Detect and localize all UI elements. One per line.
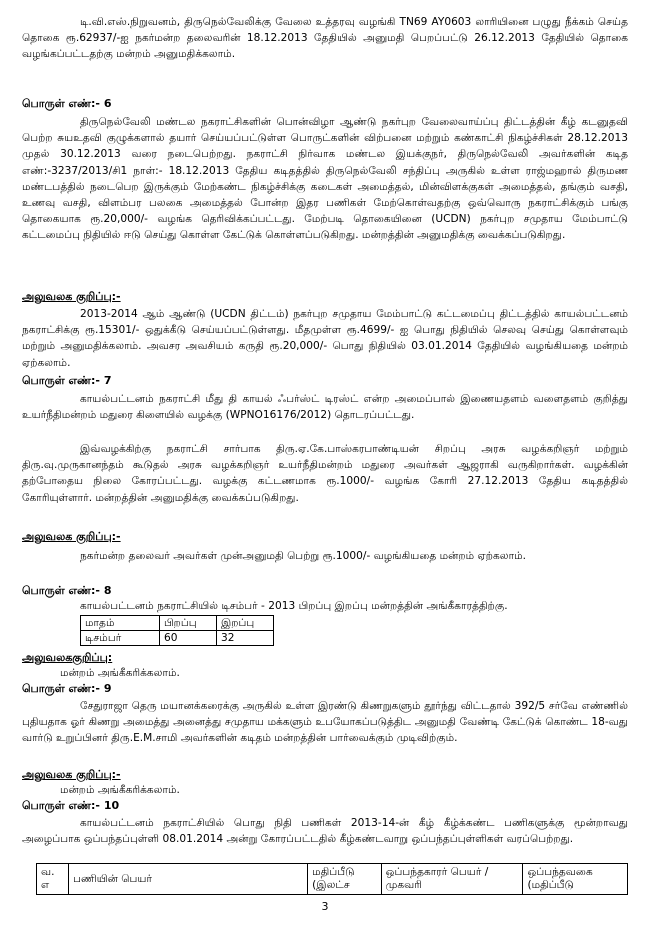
birth-death-table [80, 615, 274, 646]
subject-7-paragraph-1: காயல்பட்டனம் நகராட்சி மீது தி காயல் ஃபர்ஸ்ட் டிரஸ்ட் என்ற அமைப்பால் இணையதளம் வளைதளம் குறித்து உயர்நீதிமன்றம் மதுரை கிளையில் வழக்கு (WPNO16176/2012) தொடரப்பட்டது. [22, 393, 628, 422]
subject-heading-number: 6 [103, 97, 112, 110]
subject-10-heading [22, 799, 119, 814]
subject-8-heading [22, 584, 112, 599]
table-header-row [37, 864, 628, 895]
subject-heading-label: பொருள் எண்:- [22, 374, 100, 387]
subject-heading-number: 7 [103, 374, 112, 387]
table-header-cell: பிறப்பு [160, 616, 217, 631]
tender-table [36, 863, 628, 895]
subject-9-office-note: மன்றம் அங்கீகரிக்கலாம். [60, 784, 180, 796]
subject-heading-number: 8 [103, 584, 112, 597]
subject-heading-label: பொருள் எண்:- [22, 584, 100, 597]
table-cell: 60 [160, 631, 217, 646]
subject-7-office-note-label: அலுவலக குறிப்பு:- [22, 530, 121, 543]
subject-heading-number: 9 [103, 682, 112, 695]
subject-8-paragraph: காயல்பட்டனம் நகராட்சியில் டிசம்பர் - 2013 பிறப்பு இறப்பு மன்றத்தின் அங்கீகாரத்திற்கு. [80, 600, 508, 612]
subject-9-heading [22, 682, 112, 697]
subject-7-office-note: நகர்மன்ற தலைவர் அவர்கள் முன்அனுமதி பெற்று ரூ.1000/- வழங்கியதை மன்றம் ஏற்கலாம். [80, 550, 526, 562]
subject-9-paragraph: சேதுராஜா தெரு மயானக்கரைக்கு அருகில் உள்ள இரண்டு கிணறுகளும் தூர்ந்து விட்டதால் 392/5 சர்வே எண்ணில் புதியதாக ஓர் கிணறு அமைத்து அனைத்து சமுதாய மக்களும் உபயோகப்படுத்திட அனுமதி வேண்டி கேட்டுக் கொண்ட 18-வது வார்டு உறுப்பினர் திரு.E.M.சாமி அவர்களின் கடிதம் மன்றத்தின் பார்வைக்கும் முடிவிற்கும். [22, 700, 628, 745]
table-cell: 32 [217, 631, 274, 646]
table-header-cell: பணியின் பெயர் [69, 864, 308, 895]
table-header-cell: ஒப்பந்தவகை (மதிப்பீடு [523, 864, 628, 895]
table-header-cell: வ. எ [37, 864, 69, 895]
subject-9-office-note-label: அலுவலக குறிப்பு:- [22, 768, 121, 781]
subject-6-office-note: 2013-2014 ஆம் ஆண்டு (UCDN திட்டம்) நகர்புற சமுதாய மேம்பாட்டு கட்டமைப்பு திட்டத்தில் காயல்பட்டனம் நகராட்சிக்கு ரூ.15301/- ஒதுக்கீடு செய்யப்பட்டுள்ளது. மீதமுள்ள ரூ.4699/- ஐ பொது நிதியில் செலவு செய்து கொள்ளவும் மற்றும் அனுமதிக்கலாம். அவசர அவசியம் கருதி ரூ.20,000/- பொது நிதியில் 03.01.2014 தேதியில் வழங்கியதை மன்றம் ஏற்கலாம். [22, 308, 628, 369]
subject-6-heading [22, 97, 112, 112]
subject-heading-number: 10 [103, 799, 120, 812]
subject-heading-label: பொருள் எண்:- [22, 97, 100, 110]
subject-8-office-note-label: அலுவலககுறிப்பு: [22, 651, 113, 664]
table-header-cell: மதிப்பீடு (இலட்ச [308, 864, 381, 895]
table-header-cell: மாதம் [81, 616, 160, 631]
table-cell: டிசம்பர் [81, 631, 160, 646]
subject-10-paragraph: காயல்பட்டனம் நகராட்சியில் பொது நிதி பணிகள் 2013-14-ன் கீழ் கீழ்க்கண்ட பணிகளுக்கு மூன்றாவது அழைப்பாக ஒப்பந்தப்புள்ளி 08.01.2014 அன்று கோரப்பட்டதில் கீழ்கண்டவாறு ஒப்பந்தப்புள்ளிகள் வரப்பெற்றது. [22, 817, 628, 846]
subject-heading-label: பொருள் எண்:- [22, 682, 100, 695]
table-header-cell: ஒப்பந்தகாரர் பெயர் / முகவரி [381, 864, 523, 895]
subject-7-paragraph-2: இவ்வழக்கிற்கு நகராட்சி சார்பாக திரு.ஏ.கே.பாஸ்கரபாண்டியன் சிறப்பு அரசு வழக்கறிஞர் மற்றும் திரு.வு.முருகானந்தம் கூடுதல் அரசு வழக்கறிஞர் உயர்நீதிமன்றம் மதுரை அவர்கள் ஆஜராகி வருகிறார்கள். வழக்கின் தற்போதைய நிலை கோரப்பட்டது. வழக்கு கட்டணமாக ரூ.1000/- வழங்க கோரி 27.12.2013 தேதிய கடிதத்தில் கோரியுள்ளார். மன்றத்தின் அனுமதிக்கு வைக்கப்படுகிறது. [22, 443, 628, 504]
subject-8-office-note: மன்றம் அங்கீகரிக்கலாம். [60, 667, 180, 679]
table-row [81, 631, 274, 646]
table-header-row [81, 616, 274, 631]
subject-6-office-note-label: அலுவலக குறிப்பு:- [22, 290, 121, 303]
top-paragraph: டி.வி.எஸ்.நிறுவனம், திருநெல்வேலிக்கு வேலை உத்தரவு வழங்கி TN69 AY0603 லாரியினை பழுது நீக்கம் செய்த தொகை ரூ.62937/-ஐ நகர்மன்ற தலைவரின் 18.12.2013 தேதியில் அனுமதி பெறப்பட்டு 26.12.2013 தேதியில் தொகை வழங்கப்பட்டதற்கு மன்றம் அனுமதிக்கலாம். [22, 16, 628, 61]
subject-heading-label: பொருள் எண்:- [22, 799, 100, 812]
subject-6-paragraph: திருநெல்வேலி மண்டல நகராட்சிகளின் பொன்விழா ஆண்டு நகர்புற வேலைவாய்ப்பு திட்டத்தின் கீழ் கடனுதவி பெற்ற சுயஉதவி குழுக்களால் தயார் செய்யப்பட்டுள்ள பொருட்களின் விற்பனை மற்றும் கண்காட்சி நிகழ்ச்சிகள் 28.12.2013 முதல் 30.12.2013 வரை நடைபெற்றது. நகராட்சி நிர்வாக மண்டல இயக்குநர், திருநெல்வேலி அவர்களின் கடித எண்:-3237/2013/சி1 நாள்:- 18.12.2013 தேதிய கடிதத்தில் திருநெல்வேலி சந்திப்பு அருகில் உள்ள ராஜ்மஹால் திருமண மண்டபத்தில் நடைபெற இருக்கும் மேற்கண்ட நிகழ்ச்சிக்கு கடைகள் அமைத்தல், மின்விளக்குகள் அமைத்தல், தங்கும் வசதி, உணவு வசதி, விளம்பர பலகை அமைத்தல் போன்ற இதர பணிகள் மேற்கொள்வதற்கு ஒவ்வொரு நகராட்சிக்கும் பங்கு தொகையாக ரூ.20,000/- வழங்க தெரிவிக்கப்பட்டது. மேற்படி தொகையினை (UCDN) நகர்புற சமுதாய மேம்பாட்டு கட்டமைப்பு நிதியில் ஈடு செய்து கொள்ள கேட்டுக் கொள்ளப்படுகிறது. மன்றத்தின் அனுமதிக்கு வைக்கப்படுகிறது. [22, 116, 628, 242]
table-header-cell: இறப்பு [217, 616, 274, 631]
page-number: 3 [321, 900, 329, 913]
subject-7-heading [22, 374, 112, 389]
